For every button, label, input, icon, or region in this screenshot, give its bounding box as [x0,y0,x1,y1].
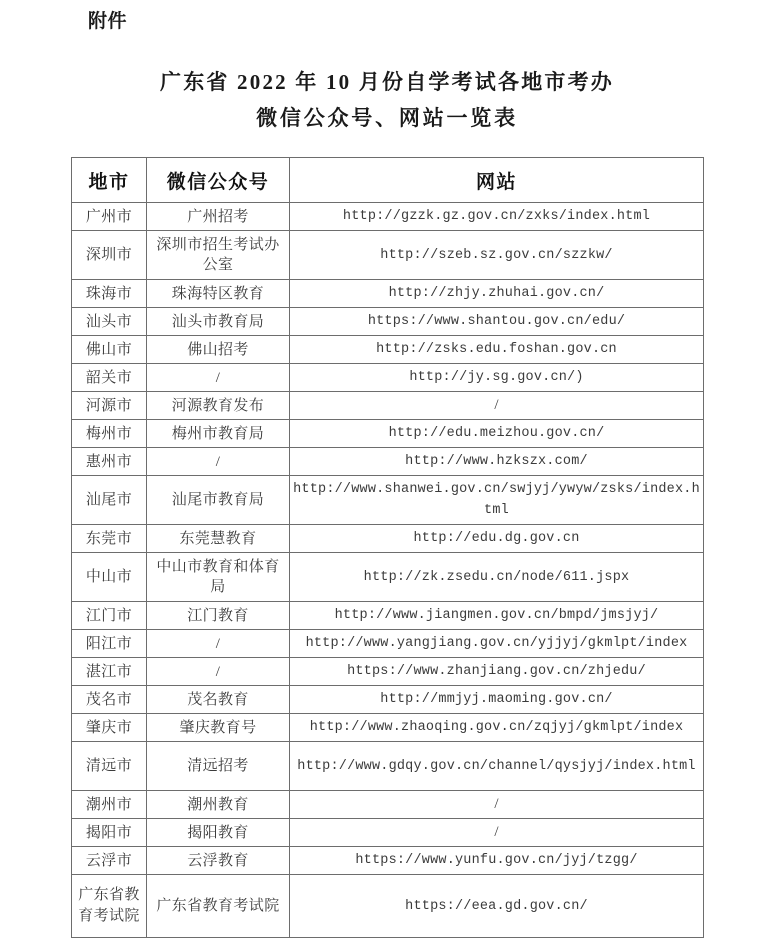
cell-city: 江门市 [72,602,147,630]
cell-website[interactable]: http://jy.sg.gov.cn/) [290,364,704,392]
cell-website[interactable]: http://edu.dg.gov.cn [290,525,704,553]
cell-website[interactable]: http://szeb.sz.gov.cn/szzkw/ [290,231,704,280]
cell-city: 惠州市 [72,448,147,476]
cell-wechat-account: 茂名教育 [147,686,290,714]
cell-wechat-account: 东莞慧教育 [147,525,290,553]
cell-website[interactable]: http://mmjyj.maoming.gov.cn/ [290,686,704,714]
cell-website[interactable]: http://www.jiangmen.gov.cn/bmpd/jmsjyj/ [290,602,704,630]
table-row [72,847,704,875]
cell-website[interactable]: http://www.zhaoqing.gov.cn/zqjyj/gkmlpt/index [290,714,704,742]
cell-wechat-account: 河源教育发布 [147,392,290,420]
cell-website[interactable]: https://www.shantou.gov.cn/edu/ [290,308,704,336]
cell-city: 广州市 [72,203,147,231]
cell-city: 梅州市 [72,420,147,448]
cell-website[interactable]: http://www.shanwei.gov.cn/swjyj/ywyw/zsks/index.html [290,476,704,525]
table-row [72,392,704,420]
page-title [71,64,703,136]
cell-city: 东莞市 [72,525,147,553]
cell-website: / [290,392,704,420]
table-body [72,203,704,938]
table-row [72,203,704,231]
table-row [72,231,704,280]
cell-city: 云浮市 [72,847,147,875]
cell-wechat-account: / [147,448,290,476]
table-row [72,630,704,658]
table-row [72,714,704,742]
city-exam-office-table [71,157,704,938]
cell-website[interactable]: https://www.yunfu.gov.cn/jyj/tzgg/ [290,847,704,875]
table-row [72,658,704,686]
cell-city: 汕尾市 [72,476,147,525]
cell-city: 清远市 [72,742,147,791]
cell-city: 汕头市 [72,308,147,336]
page-title-line-1: 广东省 2022 年 10 月份自学考试各地市考办 [160,70,614,94]
attachment-label: 附件 [88,11,128,32]
cell-city: 佛山市 [72,336,147,364]
table-row [72,602,704,630]
cell-wechat-account: 清远招考 [147,742,290,791]
cell-wechat-account: / [147,364,290,392]
cell-city: 揭阳市 [72,819,147,847]
table-row [72,742,704,791]
column-header-city: 地市 [72,158,147,203]
cell-website[interactable]: http://zsks.edu.foshan.gov.cn [290,336,704,364]
cell-wechat-account: 梅州市教育局 [147,420,290,448]
cell-wechat-account: / [147,630,290,658]
cell-website[interactable]: https://www.zhanjiang.gov.cn/zhjedu/ [290,658,704,686]
cell-website: / [290,819,704,847]
cell-wechat-account: 江门教育 [147,602,290,630]
cell-website: / [290,791,704,819]
cell-city: 韶关市 [72,364,147,392]
cell-city: 中山市 [72,553,147,602]
table-header [72,158,704,203]
cell-website[interactable]: http://www.yangjiang.gov.cn/yjjyj/gkmlpt/index [290,630,704,658]
cell-wechat-account: 中山市教育和体育局 [147,553,290,602]
cell-wechat-account: / [147,658,290,686]
column-header-website: 网站 [290,158,704,203]
table-row [72,280,704,308]
table-header-row [72,158,704,203]
cell-city: 阳江市 [72,630,147,658]
table-row [72,553,704,602]
cell-city: 深圳市 [72,231,147,280]
table-row [72,448,704,476]
table-row [72,336,704,364]
cell-city: 肇庆市 [72,714,147,742]
cell-wechat-account: 佛山招考 [147,336,290,364]
cell-city: 湛江市 [72,658,147,686]
table-row [72,308,704,336]
cell-city: 河源市 [72,392,147,420]
cell-wechat-account: 珠海特区教育 [147,280,290,308]
page-title-line-2: 微信公众号、网站一览表 [256,106,518,130]
table-row [72,791,704,819]
cell-city: 广东省教育考试院 [72,875,147,938]
table-row [72,420,704,448]
cell-city: 珠海市 [72,280,147,308]
cell-wechat-account: 汕头市教育局 [147,308,290,336]
cell-website[interactable]: http://www.hzkszx.com/ [290,448,704,476]
table-row [72,364,704,392]
table-row [72,875,704,938]
column-header-wechat: 微信公众号 [147,158,290,203]
table-row [72,476,704,525]
cell-wechat-account: 深圳市招生考试办公室 [147,231,290,280]
cell-wechat-account: 汕尾市教育局 [147,476,290,525]
cell-website[interactable]: http://www.gdqy.gov.cn/channel/qysjyj/index.html [290,742,704,791]
table-container [71,157,703,938]
table-row [72,686,704,714]
cell-city: 潮州市 [72,791,147,819]
cell-city: 茂名市 [72,686,147,714]
cell-wechat-account: 云浮教育 [147,847,290,875]
cell-wechat-account: 广州招考 [147,203,290,231]
cell-wechat-account: 肇庆教育号 [147,714,290,742]
cell-website[interactable]: https://eea.gd.gov.cn/ [290,875,704,938]
table-row [72,819,704,847]
cell-website[interactable]: http://edu.meizhou.gov.cn/ [290,420,704,448]
cell-wechat-account: 广东省教育考试院 [147,875,290,938]
cell-website[interactable]: http://zk.zsedu.cn/node/611.jspx [290,553,704,602]
cell-website[interactable]: http://zhjy.zhuhai.gov.cn/ [290,280,704,308]
cell-wechat-account: 潮州教育 [147,791,290,819]
cell-wechat-account: 揭阳教育 [147,819,290,847]
cell-website[interactable]: http://gzzk.gz.gov.cn/zxks/index.html [290,203,704,231]
table-row [72,525,704,553]
